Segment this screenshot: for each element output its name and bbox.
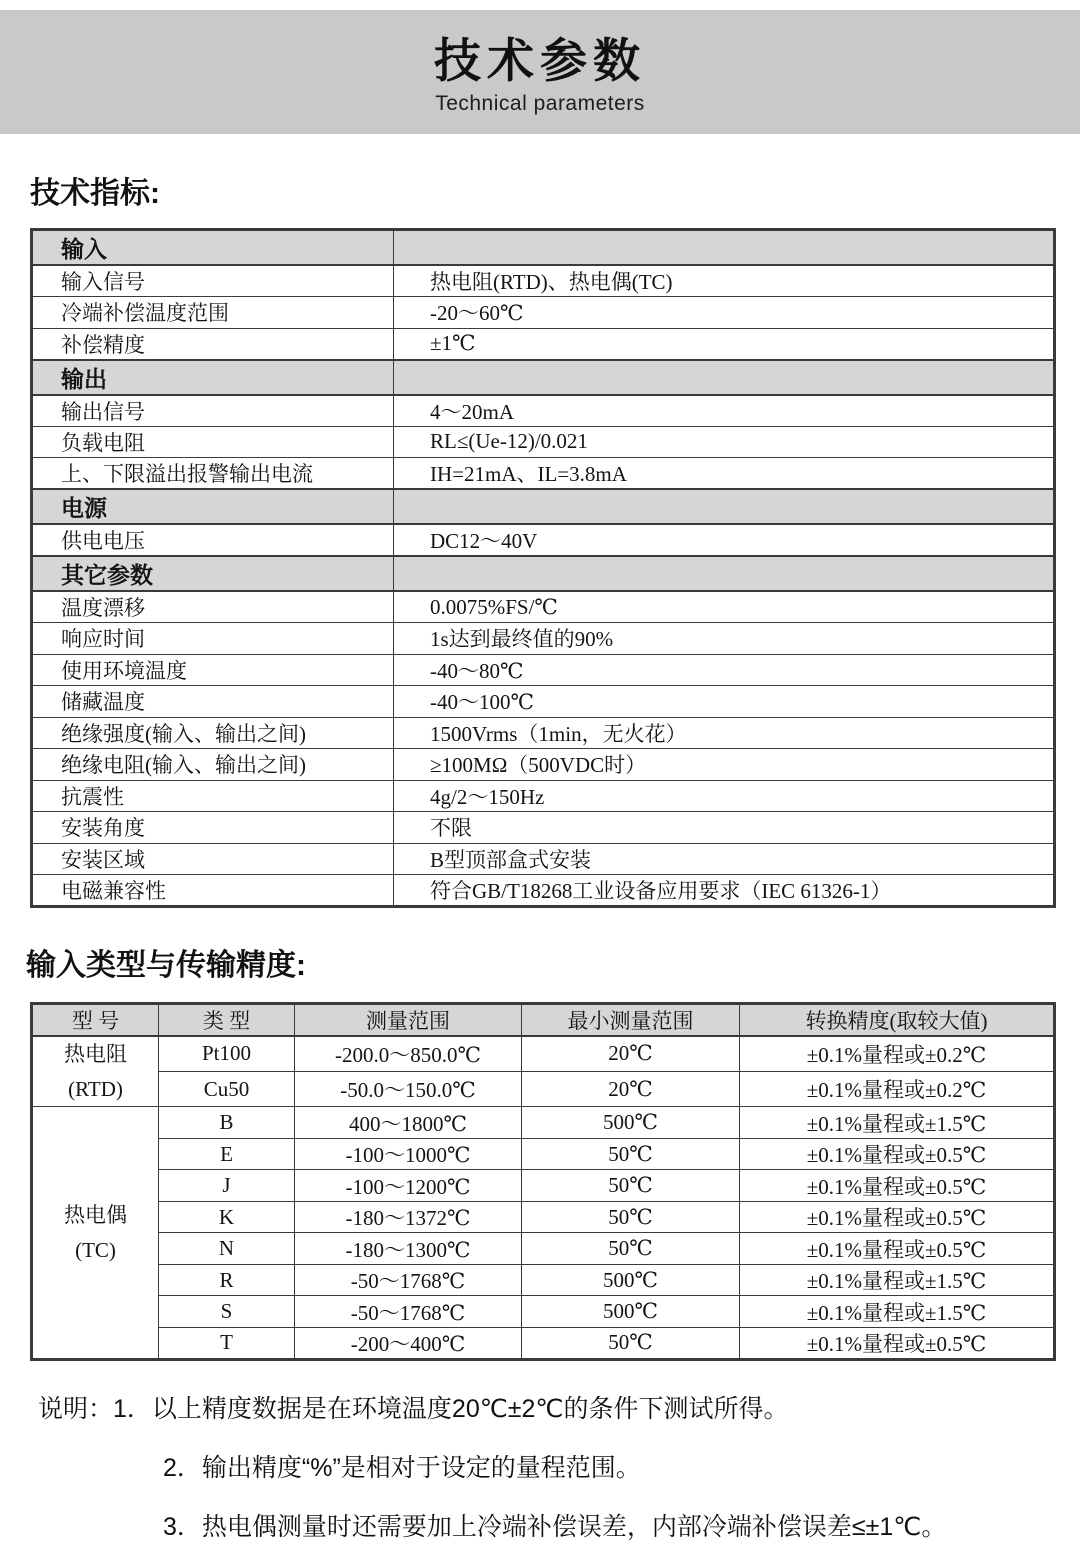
accuracy-cell: ±0.1%量程或±0.5℃ <box>740 1170 1055 1202</box>
type-section-heading: 输入类型与传输精度: <box>26 949 306 982</box>
type-cell: R <box>159 1264 295 1296</box>
spec-value: B型顶部盒式安装 <box>394 843 1055 875</box>
type-table-column-header: 测量范围 <box>295 1004 522 1037</box>
accuracy-cell: ±0.1%量程或±1.5℃ <box>740 1107 1055 1139</box>
note-item: 2．输出精度“%”是相对于设定的量程范围。 <box>163 1453 641 1482</box>
type-cell: S <box>159 1296 295 1328</box>
type-row <box>32 1036 1055 1071</box>
page-title: 技术参数 <box>434 34 646 87</box>
min-range-cell: 50℃ <box>522 1138 740 1170</box>
spec-label: 上、下限溢出报警输出电流 <box>32 458 394 490</box>
type-cell: Pt100 <box>159 1036 295 1071</box>
spec-value: -20～60℃ <box>394 297 1055 329</box>
range-cell: -50.0～150.0℃ <box>295 1071 522 1106</box>
spec-row <box>32 843 1055 875</box>
type-cell: E <box>159 1138 295 1170</box>
spec-value: 0.0075%FS/℃ <box>394 591 1055 623</box>
range-cell: -100～1200℃ <box>295 1170 522 1202</box>
spec-row <box>32 875 1055 907</box>
page-content <box>26 168 1056 1543</box>
spec-label: 绝缘强度(输入、输出之间) <box>32 717 394 749</box>
min-range-cell: 500℃ <box>522 1296 740 1328</box>
spec-label: 输出信号 <box>32 395 394 427</box>
range-cell: -50～1768℃ <box>295 1296 522 1328</box>
note-line-1 <box>38 1389 1056 1425</box>
spec-label: 输出 <box>32 360 394 395</box>
type-row <box>32 1264 1055 1296</box>
type-table-column-header: 类 型 <box>159 1004 295 1037</box>
type-table-header-row <box>32 1004 1055 1037</box>
note-line-2 <box>38 1448 1056 1484</box>
spec-value: 1500Vrms（1min，无火花） <box>394 717 1055 749</box>
spec-label: 电源 <box>32 489 394 524</box>
model-cell <box>32 1107 159 1360</box>
accuracy-cell: ±0.1%量程或±0.5℃ <box>740 1327 1055 1359</box>
spec-row <box>32 591 1055 623</box>
type-cell: J <box>159 1170 295 1202</box>
spec-label: 负载电阻 <box>32 426 394 458</box>
spec-label: 输入 <box>32 230 394 266</box>
spec-value <box>394 556 1055 591</box>
note-item: 3．热电偶测量时还需要加上冷端补偿误差，内部冷端补偿误差≤±1℃。 <box>163 1512 947 1541</box>
type-row <box>32 1201 1055 1233</box>
range-cell: -50～1768℃ <box>295 1264 522 1296</box>
accuracy-cell: ±0.1%量程或±0.2℃ <box>740 1071 1055 1106</box>
type-cell: T <box>159 1327 295 1359</box>
spec-section-row <box>32 230 1055 266</box>
spec-value: ±1℃ <box>394 328 1055 360</box>
spec-label: 其它参数 <box>32 556 394 591</box>
spec-row <box>32 780 1055 812</box>
type-cell: K <box>159 1201 295 1233</box>
spec-section-row <box>32 489 1055 524</box>
spec-row <box>32 623 1055 655</box>
spec-value: 4～20mA <box>394 395 1055 427</box>
type-row <box>32 1107 1055 1139</box>
range-cell: 400～1800℃ <box>295 1107 522 1139</box>
page-subtitle: Technical parameters <box>435 92 645 115</box>
type-table-body <box>32 1036 1055 1359</box>
type-row <box>32 1327 1055 1359</box>
spec-value: DC12～40V <box>394 524 1055 556</box>
accuracy-cell: ±0.1%量程或±1.5℃ <box>740 1264 1055 1296</box>
model-name: 热电偶 <box>64 1202 127 1227</box>
spec-row <box>32 749 1055 781</box>
type-table-column-header: 转换精度(取较大值) <box>740 1004 1055 1037</box>
spec-value: 1s达到最终值的90% <box>394 623 1055 655</box>
spec-row <box>32 265 1055 297</box>
spec-value: 热电阻(RTD)、热电偶(TC) <box>394 265 1055 297</box>
type-table <box>30 1002 1056 1361</box>
accuracy-cell: ±0.1%量程或±0.5℃ <box>740 1233 1055 1265</box>
type-row <box>32 1071 1055 1106</box>
model-name: 热电阻 <box>64 1042 127 1066</box>
spec-value: RL≤(Ue-12)/0.021 <box>394 426 1055 458</box>
spec-table-body <box>32 230 1055 907</box>
spec-label: 储藏温度 <box>32 686 394 718</box>
spec-section-row <box>32 556 1055 591</box>
spec-row <box>32 395 1055 427</box>
spec-label: 电磁兼容性 <box>32 875 394 907</box>
spec-label: 安装角度 <box>32 812 394 844</box>
model-abbr: (RTD) <box>68 1076 123 1101</box>
spec-value: IH=21mA、IL=3.8mA <box>394 458 1055 490</box>
spec-row <box>32 686 1055 718</box>
spec-value: ≥100MΩ（500VDC时） <box>394 749 1055 781</box>
range-cell: -180～1372℃ <box>295 1201 522 1233</box>
type-table-column-header: 型 号 <box>32 1004 159 1037</box>
type-cell: N <box>159 1233 295 1265</box>
type-row <box>32 1233 1055 1265</box>
spec-row <box>32 654 1055 686</box>
min-range-cell: 50℃ <box>522 1233 740 1265</box>
spec-row <box>32 297 1055 329</box>
range-cell: -100～1000℃ <box>295 1138 522 1170</box>
spec-value: 不限 <box>394 812 1055 844</box>
range-cell: -200～400℃ <box>295 1327 522 1359</box>
range-cell: -200.0～850.0℃ <box>295 1036 522 1071</box>
spec-value <box>394 360 1055 395</box>
spec-row <box>32 458 1055 490</box>
type-table-column-header: 最小测量范围 <box>522 1004 740 1037</box>
type-row <box>32 1170 1055 1202</box>
spec-label: 绝缘电阻(输入、输出之间) <box>32 749 394 781</box>
spec-row <box>32 812 1055 844</box>
notes-block <box>38 1389 1056 1543</box>
type-cell: Cu50 <box>159 1071 295 1106</box>
spec-value: -40～80℃ <box>394 654 1055 686</box>
min-range-cell: 20℃ <box>522 1071 740 1106</box>
type-row <box>32 1138 1055 1170</box>
note-line-3 <box>38 1507 1056 1543</box>
spec-label: 输入信号 <box>32 265 394 297</box>
spec-label: 补偿精度 <box>32 328 394 360</box>
spec-table <box>30 228 1056 908</box>
spec-value: -40～100℃ <box>394 686 1055 718</box>
spec-label: 使用环境温度 <box>32 654 394 686</box>
type-cell: B <box>159 1107 295 1139</box>
spec-value: 符合GB/T18268工业设备应用要求（IEC 61326-1） <box>394 875 1055 907</box>
spec-row <box>32 426 1055 458</box>
spec-label: 供电电压 <box>32 524 394 556</box>
spec-section-heading: 技术指标: <box>30 177 160 210</box>
min-range-cell: 50℃ <box>522 1327 740 1359</box>
min-range-cell: 50℃ <box>522 1201 740 1233</box>
spec-label: 温度漂移 <box>32 591 394 623</box>
spec-value <box>394 230 1055 266</box>
accuracy-cell: ±0.1%量程或±0.2℃ <box>740 1036 1055 1071</box>
note-item: 1．以上精度数据是在环境温度20℃±2℃的条件下测试所得。 <box>113 1394 789 1423</box>
accuracy-cell: ±0.1%量程或±0.5℃ <box>740 1201 1055 1233</box>
min-range-cell: 20℃ <box>522 1036 740 1071</box>
spec-section-row <box>32 360 1055 395</box>
notes-label: 说明： <box>38 1394 114 1423</box>
min-range-cell: 50℃ <box>522 1170 740 1202</box>
spec-label: 抗震性 <box>32 780 394 812</box>
min-range-cell: 500℃ <box>522 1264 740 1296</box>
type-table-header <box>32 1004 1055 1037</box>
type-row <box>32 1296 1055 1328</box>
model-abbr: (TC) <box>75 1237 116 1262</box>
spec-label: 响应时间 <box>32 623 394 655</box>
spec-value: 4g/2～150Hz <box>394 780 1055 812</box>
spec-row <box>32 524 1055 556</box>
min-range-cell: 500℃ <box>522 1107 740 1139</box>
range-cell: -180～1300℃ <box>295 1233 522 1265</box>
spec-row <box>32 328 1055 360</box>
spec-row <box>32 717 1055 749</box>
accuracy-cell: ±0.1%量程或±0.5℃ <box>740 1138 1055 1170</box>
spec-label: 安装区域 <box>32 843 394 875</box>
spec-label: 冷端补偿温度范围 <box>32 297 394 329</box>
title-band <box>0 10 1080 134</box>
accuracy-cell: ±0.1%量程或±1.5℃ <box>740 1296 1055 1328</box>
model-cell <box>32 1036 159 1107</box>
spec-value <box>394 489 1055 524</box>
